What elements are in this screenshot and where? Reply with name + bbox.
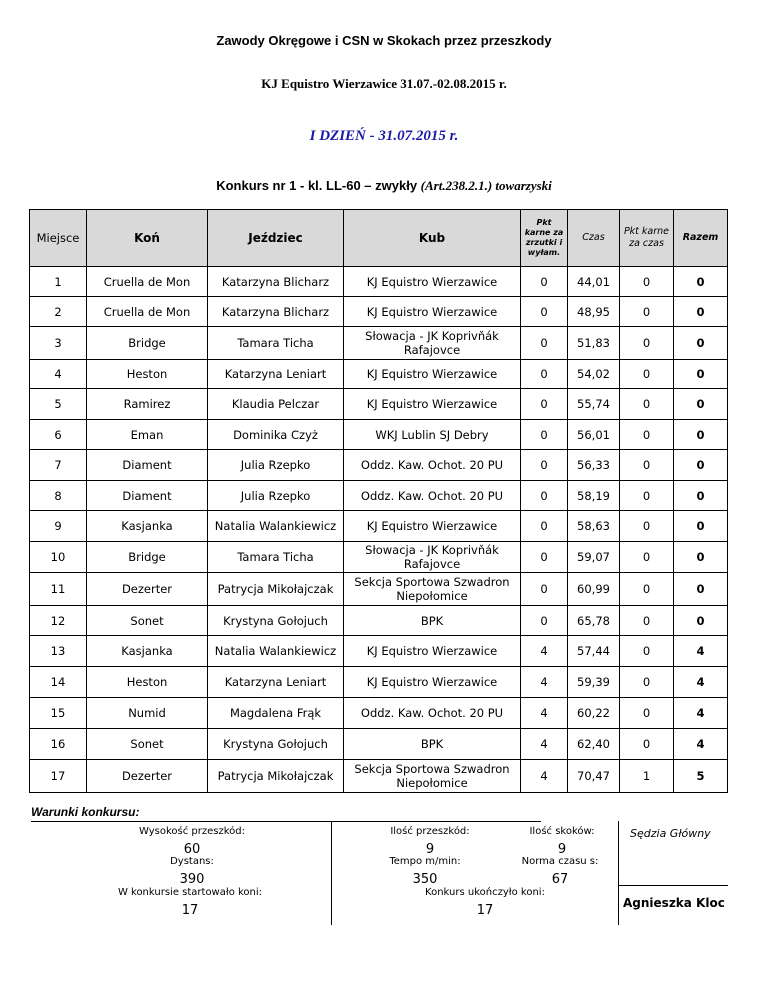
row-horse: Cruella de Mon: [87, 267, 208, 297]
row-club: BPK: [344, 729, 521, 760]
table-row: [30, 389, 728, 420]
row-horse: Sonet: [87, 729, 208, 760]
row-time: 65,78: [568, 606, 620, 636]
header-place: Miejsce: [30, 210, 87, 267]
row-time-penalty: 0: [620, 297, 674, 327]
row-rider: Krystyna Gołojuch: [208, 729, 344, 760]
row-rider: Magdalena Frąk: [208, 698, 344, 729]
row-club: KJ Equistro Wierzawice: [344, 636, 521, 667]
row-time-penalty: 0: [620, 667, 674, 698]
row-rider: Patrycja Mikołajczak: [208, 573, 344, 606]
row-penalty: 0: [521, 450, 568, 481]
row-place: 10: [30, 542, 87, 573]
competition-title-article: (Art.238.2.1.) towarzyski: [420, 178, 552, 193]
row-time-penalty: 0: [620, 389, 674, 420]
row-total: 4: [674, 698, 728, 729]
header-club: Kub: [344, 210, 521, 267]
competition-title-main: Konkurs nr 1 - kl. LL-60 – zwykły: [216, 178, 421, 193]
table-row: [30, 267, 728, 297]
row-time: 54,02: [568, 360, 620, 389]
conditions-divider: [31, 821, 541, 822]
row-place: 15: [30, 698, 87, 729]
row-place: 2: [30, 297, 87, 327]
row-horse: Diament: [87, 450, 208, 481]
row-club: Oddz. Kaw. Ochot. 20 PU: [344, 698, 521, 729]
row-penalty: 0: [521, 267, 568, 297]
table-row: [30, 573, 728, 606]
row-horse: Eman: [87, 420, 208, 450]
row-rider: Patrycja Mikołajczak: [208, 760, 344, 793]
judge-label: Sędzia Główny: [630, 827, 711, 840]
table-row: [30, 297, 728, 327]
row-penalty: 0: [521, 327, 568, 360]
event-title: Zawody Okręgowe i CSN w Skokach przez przeszkody: [216, 33, 552, 48]
row-time: 58,19: [568, 481, 620, 511]
table-header-row: [30, 210, 728, 267]
row-place: 3: [30, 327, 87, 360]
row-total: 4: [674, 636, 728, 667]
row-total: 0: [674, 297, 728, 327]
row-horse: Heston: [87, 360, 208, 389]
row-rider: Julia Rzepko: [208, 450, 344, 481]
row-penalty: 4: [521, 729, 568, 760]
row-rider: Tamara Ticha: [208, 327, 344, 360]
conditions-title: Warunki konkursu:: [31, 805, 140, 819]
row-rider: Julia Rzepko: [208, 481, 344, 511]
row-total: 0: [674, 420, 728, 450]
row-total: 0: [674, 481, 728, 511]
jumps-value: 9: [557, 842, 567, 857]
row-rider: Dominika Czyż: [208, 420, 344, 450]
finished-value: 17: [476, 903, 494, 918]
row-place: 13: [30, 636, 87, 667]
row-time-penalty: 0: [620, 450, 674, 481]
row-rider: Katarzyna Blicharz: [208, 297, 344, 327]
row-rider: Katarzyna Blicharz: [208, 267, 344, 297]
table-row: [30, 420, 728, 450]
conditions-divider: [618, 885, 728, 886]
time-norm-label: Norma czasu s:: [521, 856, 599, 867]
row-horse: Diament: [87, 481, 208, 511]
row-place: 17: [30, 760, 87, 793]
row-club: KJ Equistro Wierzawice: [344, 267, 521, 297]
row-club: KJ Equistro Wierzawice: [344, 360, 521, 389]
row-club: Słowacja - JK Koprivňák Rafajovce: [344, 542, 521, 573]
row-rider: Katarzyna Leniart: [208, 360, 344, 389]
row-time: 56,33: [568, 450, 620, 481]
table-row: [30, 606, 728, 636]
row-time: 62,40: [568, 729, 620, 760]
results-table: [29, 209, 728, 793]
row-penalty: 0: [521, 511, 568, 542]
row-time: 56,01: [568, 420, 620, 450]
header-time: Czas: [568, 210, 620, 267]
row-penalty: 0: [521, 606, 568, 636]
row-rider: Tamara Ticha: [208, 542, 344, 573]
row-rider: Natalia Walankiewicz: [208, 636, 344, 667]
row-time: 60,99: [568, 573, 620, 606]
row-time: 55,74: [568, 389, 620, 420]
started-value: 17: [181, 903, 199, 918]
row-time: 51,83: [568, 327, 620, 360]
table-row: [30, 698, 728, 729]
row-total: 0: [674, 360, 728, 389]
row-time: 57,44: [568, 636, 620, 667]
table-row: [30, 450, 728, 481]
row-horse: Kasjanka: [87, 636, 208, 667]
row-total: 0: [674, 389, 728, 420]
row-club: WKJ Lublin SJ Debry: [344, 420, 521, 450]
row-time: 58,63: [568, 511, 620, 542]
row-place: 9: [30, 511, 87, 542]
row-time: 48,95: [568, 297, 620, 327]
competition-title: [0, 178, 768, 194]
tempo-label: Tempo m/min:: [389, 856, 461, 867]
row-total: 4: [674, 667, 728, 698]
row-horse: Dezerter: [87, 573, 208, 606]
row-place: 1: [30, 267, 87, 297]
row-total: 0: [674, 267, 728, 297]
row-horse: Ramirez: [87, 389, 208, 420]
row-time-penalty: 0: [620, 729, 674, 760]
row-place: 5: [30, 389, 87, 420]
time-norm-value: 67: [551, 872, 569, 887]
height-value: 60: [183, 842, 201, 857]
header-time-penalty: Pkt karne za czas: [620, 210, 674, 267]
row-penalty: 0: [521, 420, 568, 450]
row-horse: Heston: [87, 667, 208, 698]
event-venue-dates: KJ Equistro Wierzawice 31.07.-02.08.2015 r.: [261, 76, 507, 91]
row-rider: Katarzyna Leniart: [208, 667, 344, 698]
row-time-penalty: 0: [620, 542, 674, 573]
header-horse: Koń: [87, 210, 208, 267]
table-row: [30, 542, 728, 573]
height-label: Wysokość przeszkód:: [139, 826, 245, 837]
table-row: [30, 729, 728, 760]
row-time-penalty: 0: [620, 636, 674, 667]
row-time-penalty: 0: [620, 267, 674, 297]
row-penalty: 0: [521, 542, 568, 573]
row-time: 70,47: [568, 760, 620, 793]
row-total: 0: [674, 327, 728, 360]
row-club: KJ Equistro Wierzawice: [344, 511, 521, 542]
row-total: 0: [674, 542, 728, 573]
row-time: 59,07: [568, 542, 620, 573]
table-row: [30, 667, 728, 698]
row-total: 0: [674, 573, 728, 606]
row-place: 12: [30, 606, 87, 636]
row-place: 8: [30, 481, 87, 511]
row-club: BPK: [344, 606, 521, 636]
row-horse: Bridge: [87, 327, 208, 360]
obstacles-label: Ilość przeszkód:: [390, 826, 470, 837]
row-penalty: 0: [521, 481, 568, 511]
row-penalty: 4: [521, 698, 568, 729]
started-label: W konkursie startowało koni:: [117, 887, 263, 898]
row-time-penalty: 0: [620, 698, 674, 729]
row-total: 0: [674, 450, 728, 481]
conditions-divider: [618, 821, 619, 925]
row-club: Sekcja Sportowa Szwadron Niepołomice: [344, 573, 521, 606]
table-row: [30, 636, 728, 667]
row-club: KJ Equistro Wierzawice: [344, 389, 521, 420]
row-penalty: 0: [521, 297, 568, 327]
row-club: Oddz. Kaw. Ochot. 20 PU: [344, 450, 521, 481]
row-horse: Sonet: [87, 606, 208, 636]
row-place: 7: [30, 450, 87, 481]
row-penalty: 4: [521, 667, 568, 698]
row-time-penalty: 0: [620, 511, 674, 542]
header-total: Razem: [674, 210, 728, 267]
table-row: [30, 327, 728, 360]
row-penalty: 4: [521, 760, 568, 793]
row-rider: Klaudia Pelczar: [208, 389, 344, 420]
row-horse: Kasjanka: [87, 511, 208, 542]
row-club: KJ Equistro Wierzawice: [344, 667, 521, 698]
row-horse: Cruella de Mon: [87, 297, 208, 327]
row-penalty: 4: [521, 636, 568, 667]
row-time-penalty: 0: [620, 573, 674, 606]
row-penalty: 0: [521, 360, 568, 389]
row-time-penalty: 0: [620, 360, 674, 389]
row-total: 0: [674, 511, 728, 542]
row-penalty: 0: [521, 573, 568, 606]
row-club: Oddz. Kaw. Ochot. 20 PU: [344, 481, 521, 511]
row-club: Słowacja - JK Koprivňák Rafajovce: [344, 327, 521, 360]
row-club: KJ Equistro Wierzawice: [344, 297, 521, 327]
row-horse: Bridge: [87, 542, 208, 573]
row-horse: Dezerter: [87, 760, 208, 793]
row-horse: Numid: [87, 698, 208, 729]
row-time-penalty: 0: [620, 606, 674, 636]
row-total: 0: [674, 606, 728, 636]
row-time-penalty: 0: [620, 481, 674, 511]
tempo-value: 350: [412, 872, 438, 887]
distance-value: 390: [179, 872, 205, 887]
row-total: 5: [674, 760, 728, 793]
row-rider: Natalia Walankiewicz: [208, 511, 344, 542]
distance-label: Dystans:: [170, 856, 214, 867]
row-place: 14: [30, 667, 87, 698]
row-place: 6: [30, 420, 87, 450]
row-total: 4: [674, 729, 728, 760]
table-row: [30, 760, 728, 793]
header-rider: Jeździec: [208, 210, 344, 267]
row-time-penalty: 1: [620, 760, 674, 793]
jumps-label: Ilość skoków:: [529, 826, 595, 837]
day-title: I DZIEŃ - 31.07.2015 r.: [309, 128, 459, 144]
finished-label: Konkurs ukończyło koni:: [425, 887, 545, 898]
row-time: 60,22: [568, 698, 620, 729]
table-row: [30, 511, 728, 542]
judge-name: Agnieszka Kloc: [623, 896, 725, 910]
table-row: [30, 360, 728, 389]
conditions-divider: [331, 821, 332, 925]
obstacles-value: 9: [425, 842, 435, 857]
header-penalty: Pkt karne za zrzutki i wyłam.: [521, 210, 568, 267]
row-place: 11: [30, 573, 87, 606]
row-rider: Krystyna Gołojuch: [208, 606, 344, 636]
row-club: Sekcja Sportowa Szwadron Niepołomice: [344, 760, 521, 793]
row-time: 59,39: [568, 667, 620, 698]
row-time-penalty: 0: [620, 327, 674, 360]
row-place: 16: [30, 729, 87, 760]
table-row: [30, 481, 728, 511]
row-penalty: 0: [521, 389, 568, 420]
row-time: 44,01: [568, 267, 620, 297]
row-place: 4: [30, 360, 87, 389]
row-time-penalty: 0: [620, 420, 674, 450]
